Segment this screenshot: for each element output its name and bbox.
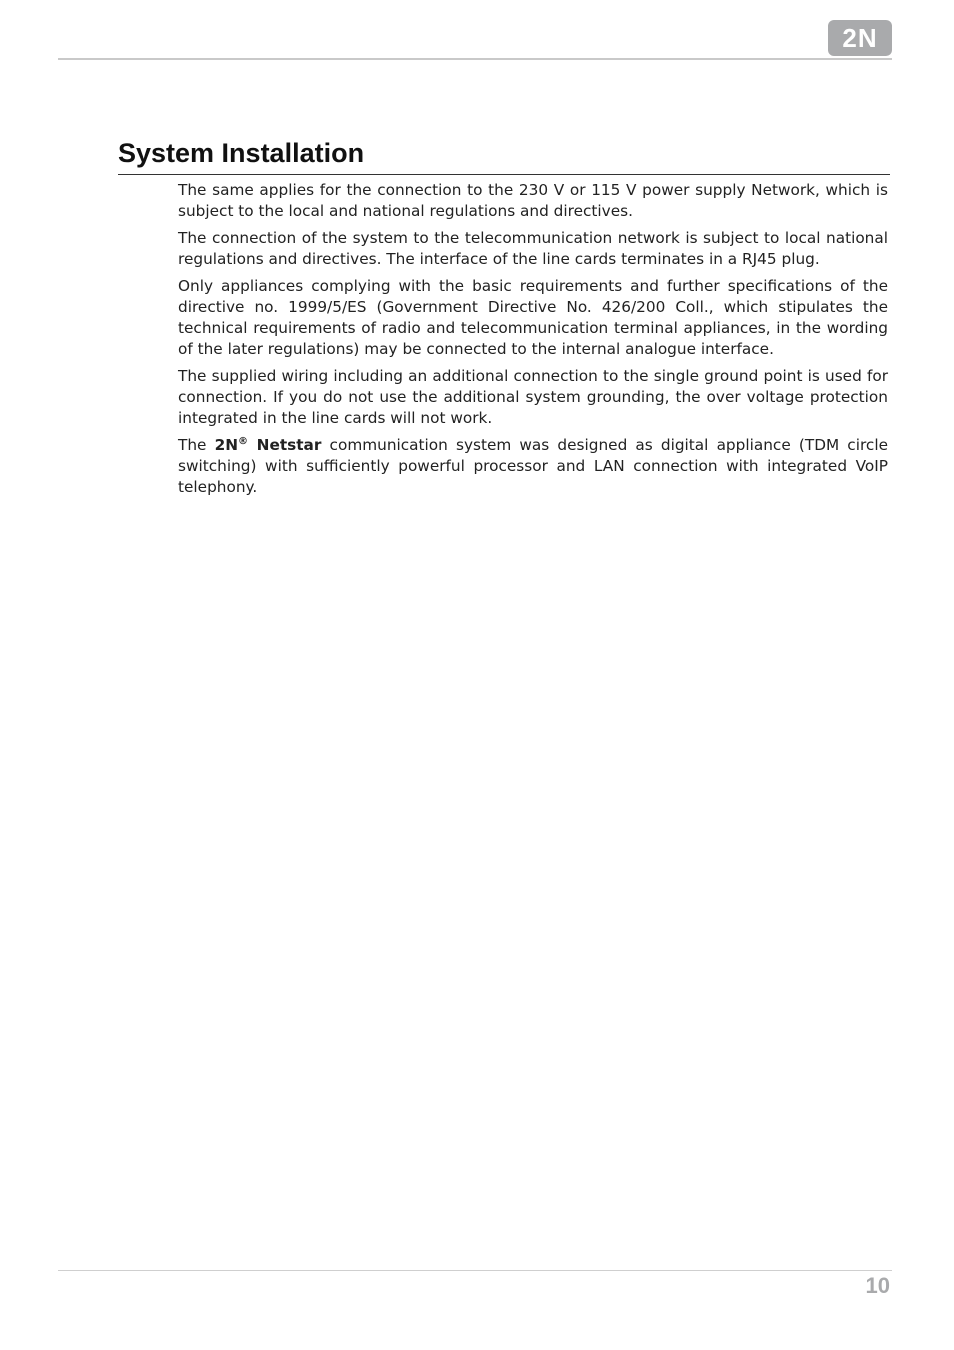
paragraph: The same applies for the connection to the 230 V or 115 V power supply Network, which is subject to the local and national regulations and directives. [178,181,888,220]
product-name: Netstar [248,436,322,455]
brand-name: 2N [214,436,239,455]
footer-rule [58,1270,892,1271]
section-title: System Installation [118,138,365,168]
brand-logo [828,20,892,56]
page-number: 10 [865,1273,890,1298]
paragraph: Only appliances complying with the basic requirements and further specifications of the directive no. 1999/5/ES (Government Directive No. 426/200 Coll., which stipulates the technical requirements of radio and telecommunication terminal appliances, in the wording of the later regulations) may be connected to the internal analogue interface. [178,277,888,358]
logo-text: 2N [842,22,878,53]
paragraph-rest: communication system was designed as digital appliance (TDM circle switching) with sufficiently powerful processor and LAN connection with integrated VoIP telephony. [178,436,888,496]
paragraph-lead: The [178,436,215,455]
paragraph: The supplied wiring including an additional connection to the single ground point is used for connection. If you do not use the additional system grounding, the over voltage protection integrated in the line cards will not work. [178,367,888,427]
title-underline [118,174,890,175]
paragraph: The connection of the system to the telecommunication network is subject to local national regulations and directives. The interface of the line cards terminates in a RJ45 plug. [178,229,888,268]
paragraph-product [178,435,888,497]
header-rule [58,58,892,60]
body-text [178,180,888,504]
registered-mark: ® [238,436,249,448]
